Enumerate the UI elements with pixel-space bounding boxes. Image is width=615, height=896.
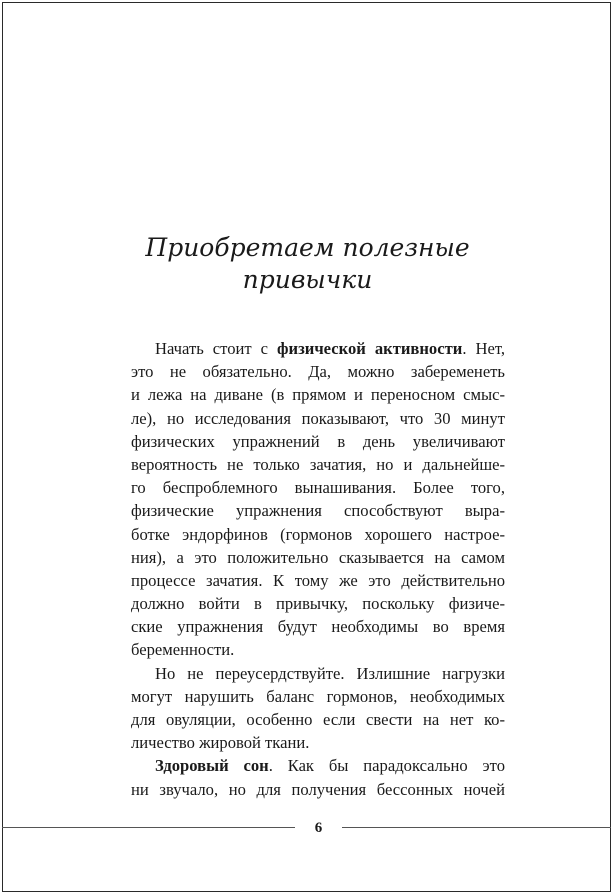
- section-heading: [0, 232, 615, 296]
- text-line: это не обязательно. Да, можно забеременеть: [131, 362, 505, 382]
- text-line: го беспроблемного вынашивания. Более того,: [131, 478, 505, 498]
- footer-rule-left: [2, 827, 295, 828]
- text-line: физических упражнений в день увеличивают: [131, 431, 505, 451]
- text-line: процессе зачатия. К тому же это действительно: [131, 570, 505, 590]
- text-line: могут нарушить баланс гормонов, необходимых: [131, 686, 505, 706]
- text-line: беременности.: [131, 640, 235, 660]
- heading-line-2: привычки: [242, 265, 373, 294]
- text-line: ния), а это положительно сказывается на самом: [131, 547, 505, 567]
- text-line: ни звучало, но для получения бессонных ночей: [131, 779, 505, 799]
- text-line: должно войти в привычку, поскольку физиче-: [131, 594, 505, 614]
- text-line: и лежа на диване (в прямом и переносном смыс-: [131, 385, 505, 405]
- text-line: ле), но исследования показывают, что 30 минут: [131, 408, 505, 428]
- bold-term: Здоровый сон: [155, 756, 269, 776]
- page-footer: [2, 818, 611, 838]
- text-line: Здоровый сон. Как бы парадоксально это: [155, 756, 506, 776]
- bold-term: физической активности: [277, 339, 463, 358]
- text-line: для овуляции, особенно если свести на нет ко-: [131, 710, 505, 729]
- page-number: 6: [314, 820, 323, 836]
- text-line: вероятность не только зачатия, но и дальнейше-: [131, 454, 505, 474]
- text-line: ботке эндорфинов (гормонов хорошего настрое-: [131, 524, 505, 544]
- text-line: личество жировой ткани.: [131, 733, 310, 753]
- footer-rule-right: [342, 827, 611, 828]
- text-line: Но не переусердствуйте. Излишние нагрузки: [155, 663, 505, 683]
- text-line: ские упражнения будут необходимы во время: [131, 617, 505, 637]
- text-line: физические упражнения способствуют выра-: [131, 501, 505, 521]
- body-text: [131, 337, 505, 801]
- heading-line-1: Приобретаем полезные: [145, 233, 470, 262]
- text-line: Начать стоит с физической активности. Нет,: [155, 339, 505, 358]
